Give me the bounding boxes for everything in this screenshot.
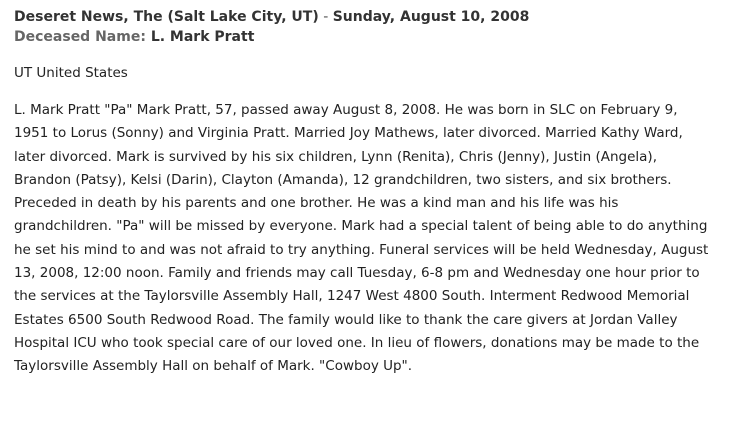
obituary-body: L. Mark Pratt "Pa" Mark Pratt, 57, passed away August 8, 2008. He was born in SLC on February 9, 1951 to Lorus (Sonny) and Virginia Pratt. Married Joy Mathews, later divorced. Married Kathy Ward, later divorced. Mark is survived by his six children, Lynn (Renita), Chris (Jenny), Justin (Angela), Brandon (Patsy), Kelsi (Darin), Clayton (Amanda), 12 grandchildren, two sisters, and six brothers. Preceded in death by his parents and one brother. He was a kind man and his life was his grandchildren. "Pa" will be missed by everyone. Mark had a special talent of being able to do anything he set his mind to and was not afraid to try anything. Funeral services will be held Wednesday, August 13, 2008, 12:00 noon. Family and friends may call Tuesday, 6-8 pm and Wednesday one hour prior to the services at the Taylorsville Assembly Hall, 1247 West 4800 South. Interment Redwood Memorial Estates 6500 South Redwood Road. The family would like to thank the care givers at Jordan Valley Hospital ICU who took special care of our loved one. In lieu of flowers, donations may be made to the Taylorsville Assembly Hall on behalf of Mark. "Cowboy Up".	[14, 102, 709, 375]
deceased-name: L. Mark Pratt	[150, 29, 255, 45]
location-text: UT United States	[14, 65, 128, 81]
deceased-label: Deceased Name:	[14, 29, 146, 45]
publication-headline	[14, 7, 729, 27]
deceased-line	[14, 27, 729, 47]
publication-name: Deseret News, The (Salt Lake City, UT)	[14, 9, 319, 25]
publication-date: Sunday, August 10, 2008	[332, 9, 530, 25]
headline-separator: -	[318, 9, 333, 25]
